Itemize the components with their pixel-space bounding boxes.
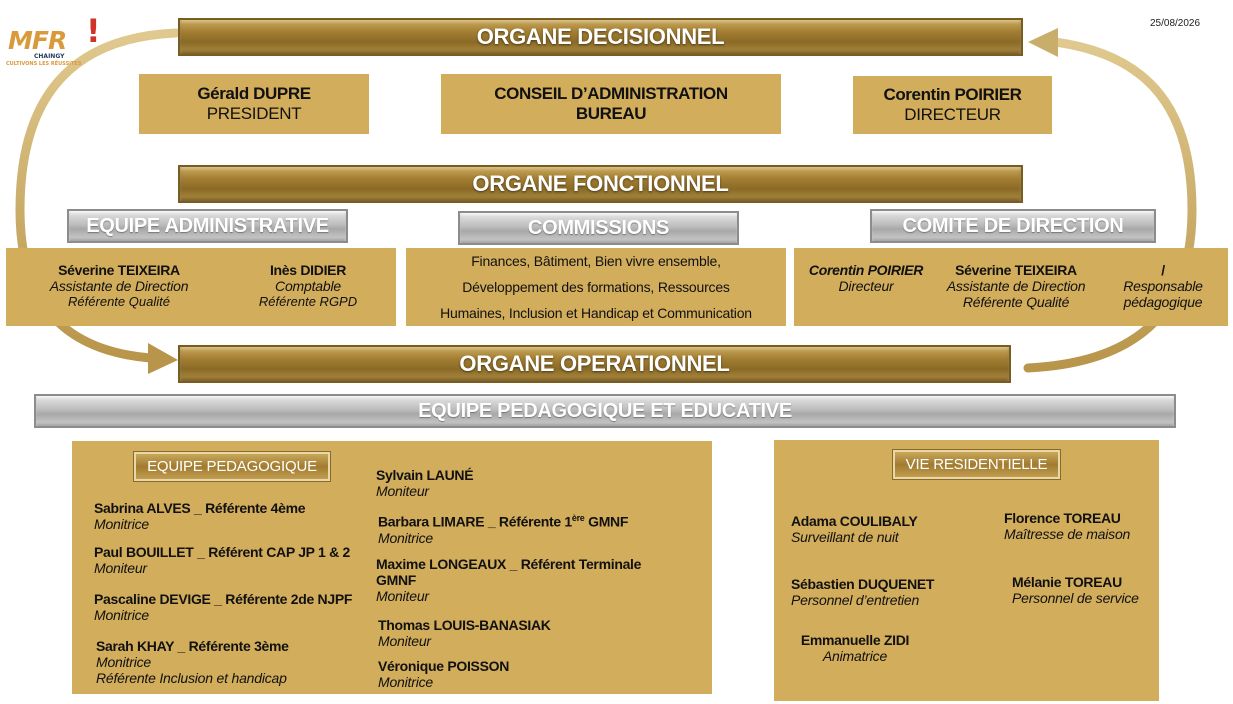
- pedagogique-left-item-1: [94, 500, 305, 532]
- pedagogique-person-role: Monitrice: [94, 516, 149, 532]
- vie-residentielle-title: VIE RESIDENTIELLE: [905, 456, 1048, 473]
- name-superscript: ère: [571, 513, 585, 523]
- pedagogique-person-role: Monitrice: [378, 529, 433, 546]
- organe-decisionnel-bar: [178, 18, 1023, 56]
- right-arrow-head: [1028, 28, 1058, 57]
- directeur-box: [853, 76, 1052, 134]
- vie-residentielle-box: [774, 440, 1159, 701]
- residentielle-person-name: Mélanie TOREAU: [1012, 574, 1122, 590]
- mfr-logo: [6, 12, 106, 72]
- logo-place: CHAINGY: [34, 53, 65, 60]
- pedagogique-person-name: Maxime LONGEAUX _ Référent Terminale: [376, 556, 642, 572]
- logo-exclamation-mark: !: [86, 12, 101, 50]
- residentielle-person-role: Personnel de service: [1012, 590, 1139, 606]
- comite-direction-bar: [870, 209, 1156, 243]
- residentielle-person-name: Emmanuelle ZIDI: [800, 632, 910, 648]
- organe-decisionnel-title: ORGANE DECISIONNEL: [476, 24, 725, 49]
- pedagogique-person-name: [378, 513, 628, 530]
- residentielle-person-role: Animatrice: [822, 648, 888, 664]
- vie-residentielle-label: [893, 450, 1060, 479]
- pedagogique-person-name: Véronique POISSON: [378, 658, 510, 674]
- comite-poirier-role: Directeur: [838, 278, 894, 294]
- organe-fonctionnel-title: ORGANE FONCTIONNEL: [472, 171, 729, 196]
- equipe-pedagogique-box: [72, 441, 712, 694]
- directeur-name: Corentin POIRIER: [883, 85, 1022, 104]
- equipe-administrative-box: [6, 248, 396, 326]
- equipe-pedagogique-title: EQUIPE PEDAGOGIQUE: [147, 458, 317, 475]
- admin-didier-role: Comptable: [275, 278, 341, 294]
- residentielle-person-name: Florence TOREAU: [1004, 510, 1121, 526]
- residentielle-item-3: [791, 576, 934, 608]
- comite-person-poirier: [802, 262, 930, 294]
- comite-teixeira-extra: Référente Qualité: [962, 294, 1070, 310]
- comite-responsable-name: /: [1161, 262, 1165, 278]
- residentielle-person-name: Sébastien DUQUENET: [791, 576, 935, 592]
- residentielle-person-role: Maîtresse de maison: [1004, 526, 1131, 542]
- pedagogique-person-name: Thomas LOUIS-BANASIAK: [378, 617, 551, 633]
- pedagogique-person-name: Paul BOUILLET _ Référent CAP JP 1 & 2: [94, 544, 351, 560]
- organe-operationnel-title: ORGANE OPERATIONNEL: [459, 351, 730, 376]
- pedagogique-person-name-cont: GMNF: [376, 572, 417, 588]
- admin-teixeira-name: Séverine TEIXEIRA: [58, 262, 180, 278]
- pedagogique-right-item-3: [376, 556, 641, 604]
- organe-operationnel-bar: [178, 345, 1011, 383]
- equipe-pedagogique-educative-title: EQUIPE PEDAGOGIQUE ET EDUCATIVE: [418, 399, 792, 422]
- president-name: Gérald DUPRE: [197, 84, 311, 103]
- commissions-box: [406, 248, 786, 326]
- pedagogique-person-name: Sarah KHAY _ Référente 3ème: [96, 638, 289, 654]
- commissions-line3: Humaines, Inclusion et Handicap et Communication: [440, 305, 752, 321]
- president-role: PRESIDENT: [206, 104, 302, 123]
- name-part: Barbara LIMARE _ Référente 1: [378, 513, 572, 530]
- pedagogique-person-role: Moniteur: [378, 633, 431, 649]
- equipe-pedagogique-educative-bar: [34, 394, 1176, 428]
- name-part: GMNF: [584, 513, 629, 530]
- date-label: 25/08/2026: [1150, 18, 1201, 29]
- residentielle-item-2: [1004, 510, 1130, 542]
- conseil-line2: BUREAU: [575, 104, 647, 123]
- pedagogique-person-name: Sabrina ALVES _ Référente 4ème: [94, 500, 306, 516]
- admin-didier-extra: Référente RGPD: [258, 294, 358, 309]
- pedagogique-person-role: Moniteur: [376, 483, 429, 499]
- equipe-pedagogique-label: [134, 452, 330, 481]
- pedagogique-right-item-1: [376, 467, 473, 499]
- admin-teixeira-role: Assistante de Direction: [49, 278, 189, 294]
- comite-direction-title: COMITE DE DIRECTION: [902, 214, 1124, 237]
- commissions-title: COMMISSIONS: [527, 216, 670, 239]
- comite-person-teixeira: [930, 262, 1102, 310]
- residentielle-person-name: Adama COULIBALY: [791, 513, 918, 529]
- pedagogique-person-role: Moniteur: [94, 560, 147, 576]
- pedagogique-right-item-4: [378, 617, 551, 649]
- conseil-box: [441, 74, 781, 134]
- comite-person-responsable: [1102, 262, 1224, 310]
- logo-brand: MFR: [8, 26, 67, 55]
- pedagogique-left-item-2: [94, 544, 350, 576]
- pedagogique-person-extra: Référente Inclusion et handicap: [96, 670, 287, 686]
- pedagogique-right-item-5: [378, 658, 509, 690]
- comite-teixeira-name: Séverine TEIXEIRA: [955, 262, 1077, 278]
- comite-responsable-role1: Responsable: [1123, 278, 1203, 294]
- admin-teixeira-extra: Référente Qualité: [68, 294, 170, 309]
- pedagogique-left-item-4: [96, 638, 289, 686]
- residentielle-person-role: Surveillant de nuit: [791, 529, 899, 545]
- comite-direction-box: [794, 248, 1228, 326]
- president-box: [139, 74, 369, 134]
- left-arrow-head: [148, 343, 178, 374]
- pedagogique-left-item-3: [94, 591, 352, 623]
- admin-person-teixeira: [36, 262, 202, 309]
- commissions-line1: Finances, Bâtiment, Bien vivre ensemble,: [471, 253, 721, 269]
- comite-teixeira-role: Assistante de Direction: [946, 278, 1086, 294]
- pedagogique-person-role: Monitrice: [94, 607, 149, 623]
- directeur-role: DIRECTEUR: [904, 105, 1001, 124]
- equipe-administrative-title: EQUIPE ADMINISTRATIVE: [86, 214, 329, 237]
- pedagogique-person-name: Sylvain LAUNÉ: [376, 467, 474, 483]
- residentielle-item-1: [791, 513, 917, 545]
- pedagogique-person-role: Monitrice: [96, 654, 151, 670]
- admin-person-didier: [234, 262, 382, 309]
- organe-fonctionnel-bar: [178, 165, 1023, 203]
- pedagogique-person-role: Moniteur: [376, 588, 429, 604]
- admin-didier-name: Inès DIDIER: [269, 262, 347, 278]
- commissions-line2: Développement des formations, Ressources: [462, 279, 730, 295]
- pedagogique-person-role: Monitrice: [378, 674, 433, 690]
- residentielle-item-5: [790, 632, 920, 664]
- conseil-line1: CONSEIL D’ADMINISTRATION: [494, 84, 728, 103]
- equipe-administrative-bar: [67, 209, 348, 243]
- pedagogique-right-item-2: [378, 513, 628, 546]
- commissions-bar: [458, 211, 739, 245]
- comite-responsable-role2: pédagogique: [1123, 294, 1203, 310]
- residentielle-person-role: Personnel d’entretien: [791, 592, 920, 608]
- logo-tagline: CULTIVONS LES RÉUSSITES: [6, 61, 82, 67]
- comite-poirier-name: Corentin POIRIER: [808, 262, 924, 278]
- pedagogique-person-name: Pascaline DEVIGE _ Référente 2de NJPF: [94, 591, 353, 607]
- residentielle-item-4: [1012, 574, 1139, 606]
